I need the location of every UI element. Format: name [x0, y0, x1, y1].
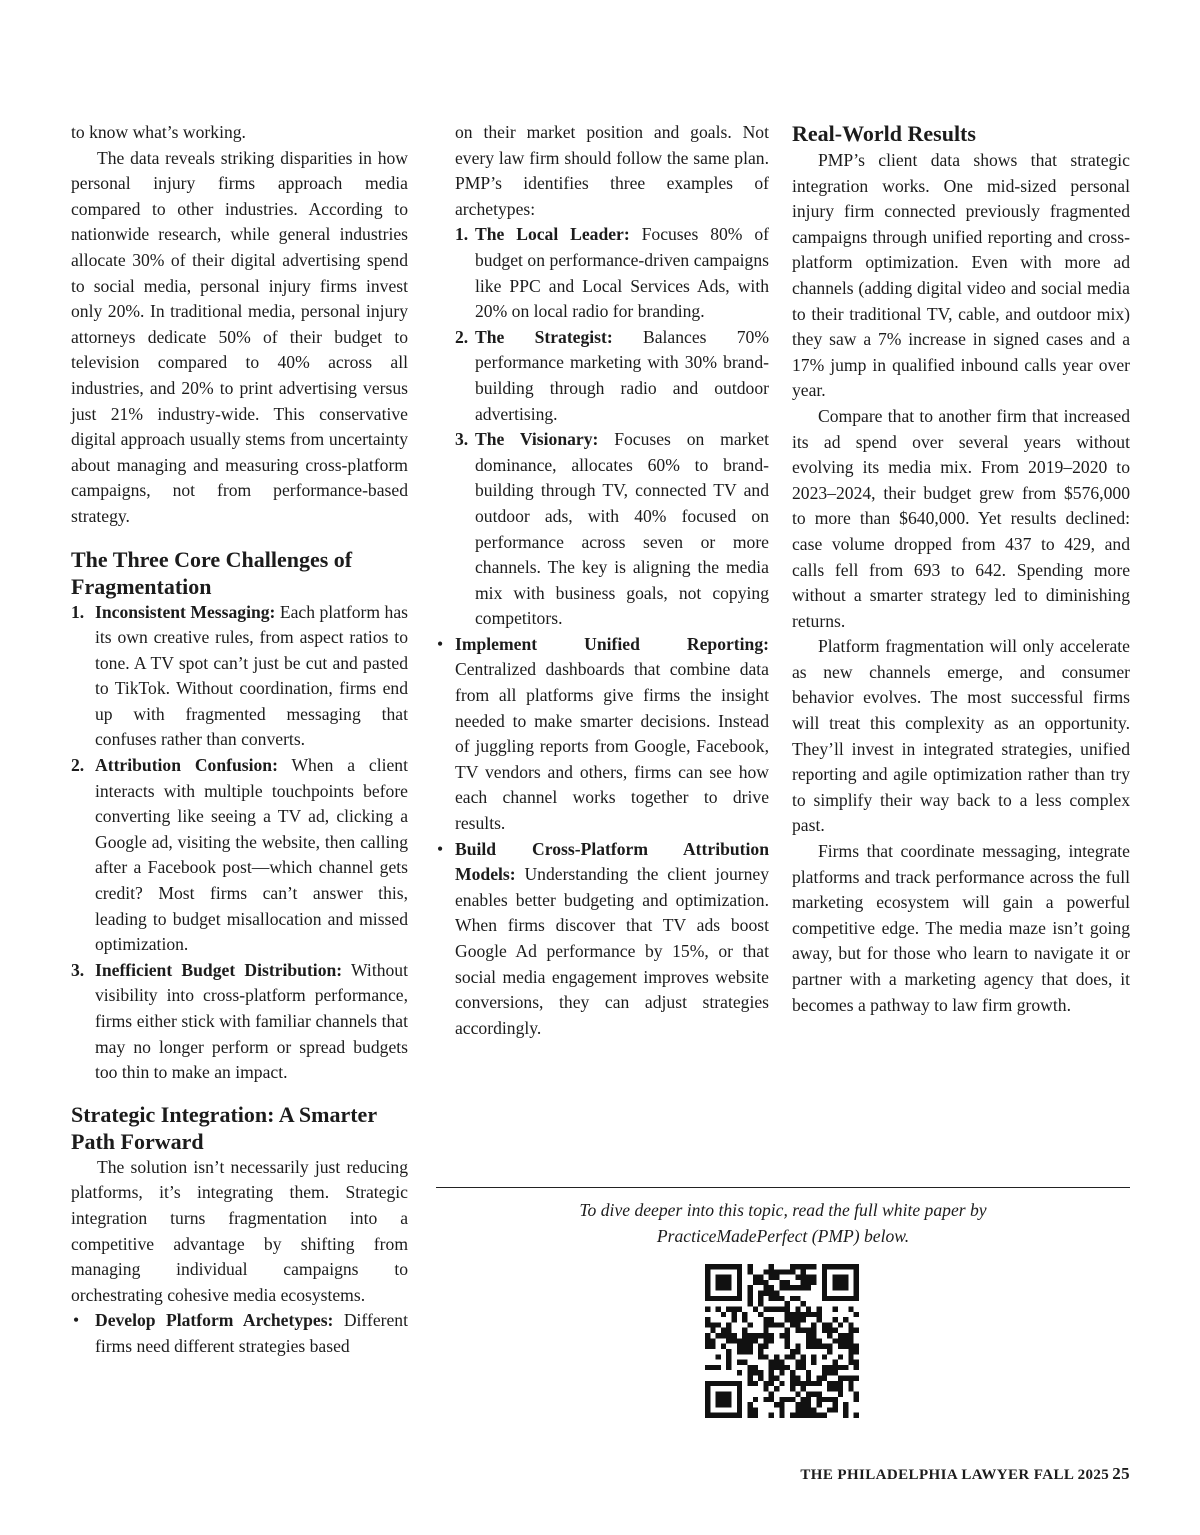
list-item [71, 958, 408, 1086]
list-number: 2. [71, 755, 85, 776]
section-heading-strategic-integration: Strategic Integration: A Smarter Path Forward [71, 1101, 377, 1154]
callout-line: To dive deeper into this topic, read the full white paper by [579, 1200, 987, 1220]
bullet-text: Centralized dashboards that combine data from all platforms give firms the insight needed to make smarter decisions. Instead of juggling reports from Google, Facebook, TV vendors and others, firms can see how each channel works together to drive results. [455, 659, 769, 834]
section-heading-results: Real-World Results [792, 121, 976, 146]
paragraph: PMP’s client data shows that strategic integration works. One mid-sized personal injury firm connected previously fragmented campaigns through unified reporting and cross-platform optimization. Even with more ad channels (adding digital video and social media to their traditional TV, cable, and outdoor mix) they saw a 7% increase in signed cases and a 17% jump in qualified inbound calls year over year. [792, 150, 1130, 401]
paragraph: Firms that coordinate messaging, integrate platforms and track performance across the full marketing ecosystem will gain a powerful competitive edge. The media maze isn’t going away, but for those who learn to navigate it or partner with a marketing agency that does, it becomes a pathway to law firm growth. [792, 841, 1130, 1015]
list-item-text: Balances 70% performance marketing with 30% brand-building through radio and outdoor advertising. [475, 326, 769, 424]
divider [436, 1187, 1130, 1188]
bullet-item [435, 632, 769, 837]
bullet-item [435, 837, 769, 1042]
paragraph: Compare that to another firm that increased its ad spend over several years without evolving its media mix. From 2019–2020 to 2023–2024, their budget grew from $576,000 to more than $640,000. Yet results declined: case volume dropped from 437 to 429, and calls fell from 693 to 642. Spending more without a smarter strategy led to diminishing returns. [792, 405, 1130, 631]
column-2 [437, 120, 770, 1041]
bullet-text: Different firms need different strategies based [95, 1310, 408, 1356]
paragraph: on their market position and goals. Not every law firm should follow the same plan. PMP’s identifies three examples of archetypes: [455, 122, 769, 219]
bullet-text: Understanding the client journey enables better budgeting and optimization. When firms discover that TV ads boost Google Ad performance by 15%, or that social media engagement improves website conversions, they can adjust strategies accordingly. [455, 864, 769, 1038]
list-item [455, 222, 769, 324]
column-1 [71, 120, 408, 1360]
bullet-item [71, 1308, 408, 1359]
bullet-icon: • [437, 633, 444, 654]
list-item [71, 600, 408, 754]
list-item-text: Without visibility into cross-platform performance, firms either stick with familiar channels that may no longer perform or spread budgets too thin to make an impact. [95, 959, 408, 1083]
paragraph: Platform fragmentation will only accelerate as new channels emerge, and consumer behavior evolves. The most successful firms will treat this complexity as an opportunity. They’ll invest in integrated strategies, unified reporting and agile optimization rather than try to simplify their way back to a less complex past. [792, 636, 1130, 836]
paragraph: The solution isn’t necessarily just reducing platforms, it’s integrating them. Strategic integration turns fragmentation into a competitive advantage by shifting from managing individual campaigns to orchestrating cohesive media ecosystems. [71, 1156, 408, 1305]
qr-code-icon[interactable] [705, 1264, 859, 1418]
list-number: 2. [455, 326, 469, 347]
list-item-label: The Visionary: [475, 429, 599, 450]
list-item [455, 427, 769, 632]
list-number: 3. [71, 959, 85, 980]
bullet-icon: • [73, 1310, 80, 1331]
callout-line: PracticeMadePerfect (PMP) below. [656, 1225, 910, 1246]
list-item [455, 325, 769, 427]
list-number: 1. [455, 224, 469, 245]
paragraph: The data reveals striking disparities in how personal injury firms approach media compared to other industries. According to nationwide research, while general industries allocate 30% of their digital advertising spend to social media, personal injury firms invest only 20%. In traditional media, personal injury attorneys dedicate 50% of their budget to television compared to 40% across all industries, and 20% to print advertising versus just 21% industry-wide. This conservative digital approach usually stems from uncertainty about managing and measuring cross-platform campaigns, not from performance-based strategy. [71, 147, 408, 526]
bullet-label: Implement Unified Reporting: [455, 633, 769, 654]
list-item [71, 753, 408, 958]
list-item-text: Focuses 80% of budget on performance-driven campaigns like PPC and Local Services Ads, with 20% on local radio for branding. [475, 224, 769, 322]
bullet-label: Build Cross-Platform Attribution Models: [455, 838, 769, 885]
paragraph: to know what’s working. [71, 122, 246, 142]
list-item-label: The Strategist: [475, 326, 613, 347]
column-3 [792, 120, 1130, 1018]
bullet-icon: • [437, 838, 444, 859]
publication-name: THE PHILADELPHIA LAWYER FALL 2025 [800, 1467, 1110, 1483]
list-item-label: Attribution Confusion: [95, 755, 278, 776]
page-number: 25 [1112, 1464, 1130, 1483]
list-item-text: Each platform has its own creative rules, from aspect ratios to tone. A TV spot can’t just be cut and pasted to TikTok. Without coordination, firms end up with fragmented messaging that confuses rather than converts. [95, 601, 408, 750]
list-item-text: When a client interacts with multiple touchpoints before converting like seeing a TV ad, clicking a Google ad, visiting the website, then calling after a Facebook post—which channel gets credit? Most firms can’t answer this, leading to budget misallocation and missed optimization. [95, 755, 408, 955]
bullet-label: Develop Platform Archetypes: [95, 1310, 334, 1331]
list-item-text: Focuses on market dominance, allocates 60% to brand-building through TV, connected TV and outdoor ads, with 40% focused on performance across seven or more channels. The key is aligning the media mix with business goals, not copying competitors. [475, 429, 770, 629]
white-paper-callout [436, 1198, 1130, 1249]
list-item-label: Inefficient Budget Distribution: [95, 959, 343, 980]
list-item-label: Inconsistent Messaging: [95, 601, 276, 622]
list-number: 1. [71, 601, 85, 622]
list-item-label: The Local Leader: [475, 224, 630, 245]
section-heading-challenges: The Three Core Challenges of Fragmentation [71, 546, 353, 599]
page-footer [800, 1464, 1130, 1484]
list-number: 3. [455, 429, 469, 450]
